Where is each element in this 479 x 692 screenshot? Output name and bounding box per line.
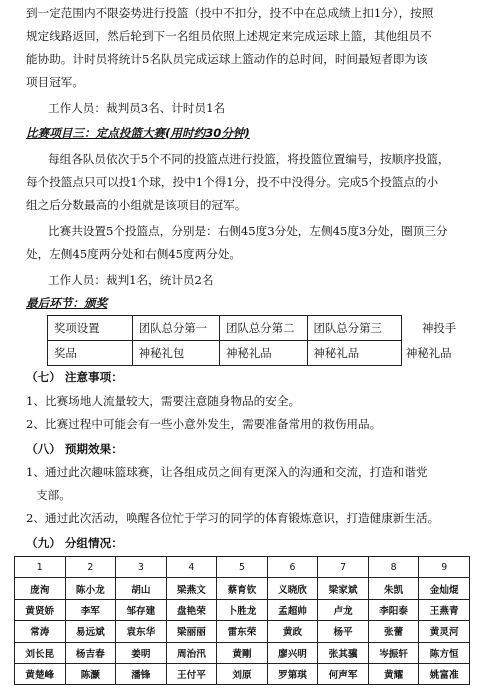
table-cell: 神秘礼包	[132, 341, 219, 366]
table-cell: 神秘礼品	[220, 341, 307, 366]
paragraph-line: 规定线路返回，然后轮到下一名组员依照上述规定来完成运球上篮，其他组员不	[26, 29, 432, 43]
effect-item: 1、通过此次趣味篮球赛，让各组成员之间有更深入的沟通和交流，打造和谐党	[26, 465, 428, 479]
member-cell: 朱凯	[368, 578, 419, 599]
group-number: 1	[15, 557, 66, 578]
paragraph-line: 能协助。计时员将统计5名队员完成运球上篮动作的总时间，时间最短者即为该	[26, 52, 428, 66]
member-cell: 义晓欣	[267, 578, 318, 599]
table-cell: 奖项设置	[48, 316, 133, 341]
paragraph-line: 每组各队员依次于5个不同的投篮点进行投篮，将投篮位置编号，按顺序投篮，	[48, 152, 450, 166]
table-cell: 团队总分第一	[132, 316, 219, 341]
table-cell: 神秘礼品	[307, 341, 401, 366]
table-row	[48, 316, 479, 341]
groups-heading: （九） 分组情况：	[26, 536, 123, 550]
group-number: 8	[368, 557, 419, 578]
member-cell: 杨吉春	[65, 642, 116, 663]
member-cell: 黄剛	[217, 642, 268, 663]
member-cell: 黄耀	[368, 663, 419, 684]
member-cell: 易远斌	[65, 621, 116, 642]
table-cell: 奖品	[48, 341, 133, 366]
table-cell: 神投手	[401, 316, 479, 341]
member-cell: 梁丽丽	[166, 621, 217, 642]
group-number: 3	[116, 557, 167, 578]
group-number: 9	[419, 557, 470, 578]
group-number: 5	[217, 557, 268, 578]
note-item: 2、比赛过程中可能会有一些小意外发生，需要准备常用的救伤用品。	[26, 417, 382, 431]
member-cell: 王付平	[166, 663, 217, 684]
member-cell: 常涛	[15, 621, 66, 642]
member-cell: 庞洵	[15, 578, 66, 599]
member-cell: 陈灏	[65, 663, 116, 684]
member-cell: 李阳泰	[368, 599, 419, 620]
member-cell: 雷东荣	[217, 621, 268, 642]
effect-item: 2、通过此次活动，唤醒各位忙于学习的同学的体育锻炼意识，打造健康新生活。	[26, 511, 440, 525]
member-cell: 金灿焜	[419, 578, 470, 599]
paragraph-line: 比赛共设置5个投篮点，分别是：右侧45度3分处，左侧45度3分处，圈顶三分	[48, 224, 448, 238]
table-header-row	[15, 557, 470, 578]
member-cell: 周治汛	[166, 642, 217, 663]
member-cell: 陈小龙	[65, 578, 116, 599]
member-cell: 潘锋	[116, 663, 167, 684]
group-number: 2	[65, 557, 116, 578]
table-row	[15, 578, 470, 599]
member-cell: 张蕾	[368, 621, 419, 642]
table-row	[15, 599, 470, 620]
member-cell: 姚富准	[419, 663, 470, 684]
paragraph-line: 处，左侧45度两分处和右侧45度两分处。	[26, 247, 242, 261]
member-cell: 岑振轩	[368, 642, 419, 663]
member-cell: 张其骥	[318, 642, 369, 663]
event3-heading: 比赛项目三：定点投篮大赛(用时约30分钟)	[26, 126, 250, 140]
paragraph-line: 项目冠军。	[26, 75, 84, 89]
staff-line: 工作人员：裁判员3名、计时员1名	[48, 101, 226, 115]
member-cell: 刘长昆	[15, 642, 66, 663]
member-cell: 黄贤娇	[15, 599, 66, 620]
member-cell: 梁家斌	[318, 578, 369, 599]
table-row	[15, 621, 470, 642]
member-cell: 姜明	[116, 642, 167, 663]
member-cell: 刘原	[217, 663, 268, 684]
group-number: 7	[318, 557, 369, 578]
table-cell: 团队总分第二	[220, 316, 307, 341]
member-cell: 邹存建	[116, 599, 167, 620]
member-cell: 卢龙	[318, 599, 369, 620]
member-cell: 胡山	[116, 578, 167, 599]
member-cell: 孟超帅	[267, 599, 318, 620]
member-cell: 杨平	[318, 621, 369, 642]
member-cell: 黄灵河	[419, 621, 470, 642]
group-number: 6	[267, 557, 318, 578]
member-cell: 李军	[65, 599, 116, 620]
paragraph-line: 组之后分数最高的小组就是该项目的冠军。	[26, 198, 247, 212]
member-cell: 王燕青	[419, 599, 470, 620]
member-cell: 袁东华	[116, 621, 167, 642]
final-heading: 最后环节：颁奖	[26, 296, 108, 310]
member-cell: 卜胜龙	[217, 599, 268, 620]
notes-heading: （七） 注意事项：	[26, 370, 123, 384]
effect-item: 支部。	[36, 488, 71, 502]
table-row	[48, 341, 479, 366]
member-cell: 梁燕文	[166, 578, 217, 599]
member-cell: 廖兴明	[267, 642, 318, 663]
table-row	[15, 642, 470, 663]
staff-line: 工作人员：裁判1名，统计员2名	[48, 273, 214, 287]
paragraph-line: 每个投篮点只可以投1个球，投中1个得1分，投不中没得分。完成5个投篮点的小	[26, 175, 439, 189]
member-cell: 黄楚峰	[15, 663, 66, 684]
groups-table	[14, 556, 470, 685]
member-cell: 罗第琪	[267, 663, 318, 684]
member-cell: 黄政	[267, 621, 318, 642]
paragraph-line: 到一定范围内不限姿势进行投篮（投中不扣分，投不中在总成绩上扣1分），按照	[26, 6, 434, 20]
member-cell: 何声军	[318, 663, 369, 684]
table-cell: 团队总分第三	[307, 316, 401, 341]
group-number: 4	[166, 557, 217, 578]
member-cell: 盘艳荣	[166, 599, 217, 620]
table-cell: 神秘礼品	[401, 341, 479, 366]
effects-heading: （八） 预期效果：	[26, 442, 123, 456]
member-cell: 陈方恒	[419, 642, 470, 663]
note-item: 1、比赛场地人流量较大，需要注意随身物品的安全。	[26, 394, 301, 408]
table-row	[15, 663, 470, 684]
member-cell: 蔡育钦	[217, 578, 268, 599]
awards-table	[47, 315, 479, 366]
